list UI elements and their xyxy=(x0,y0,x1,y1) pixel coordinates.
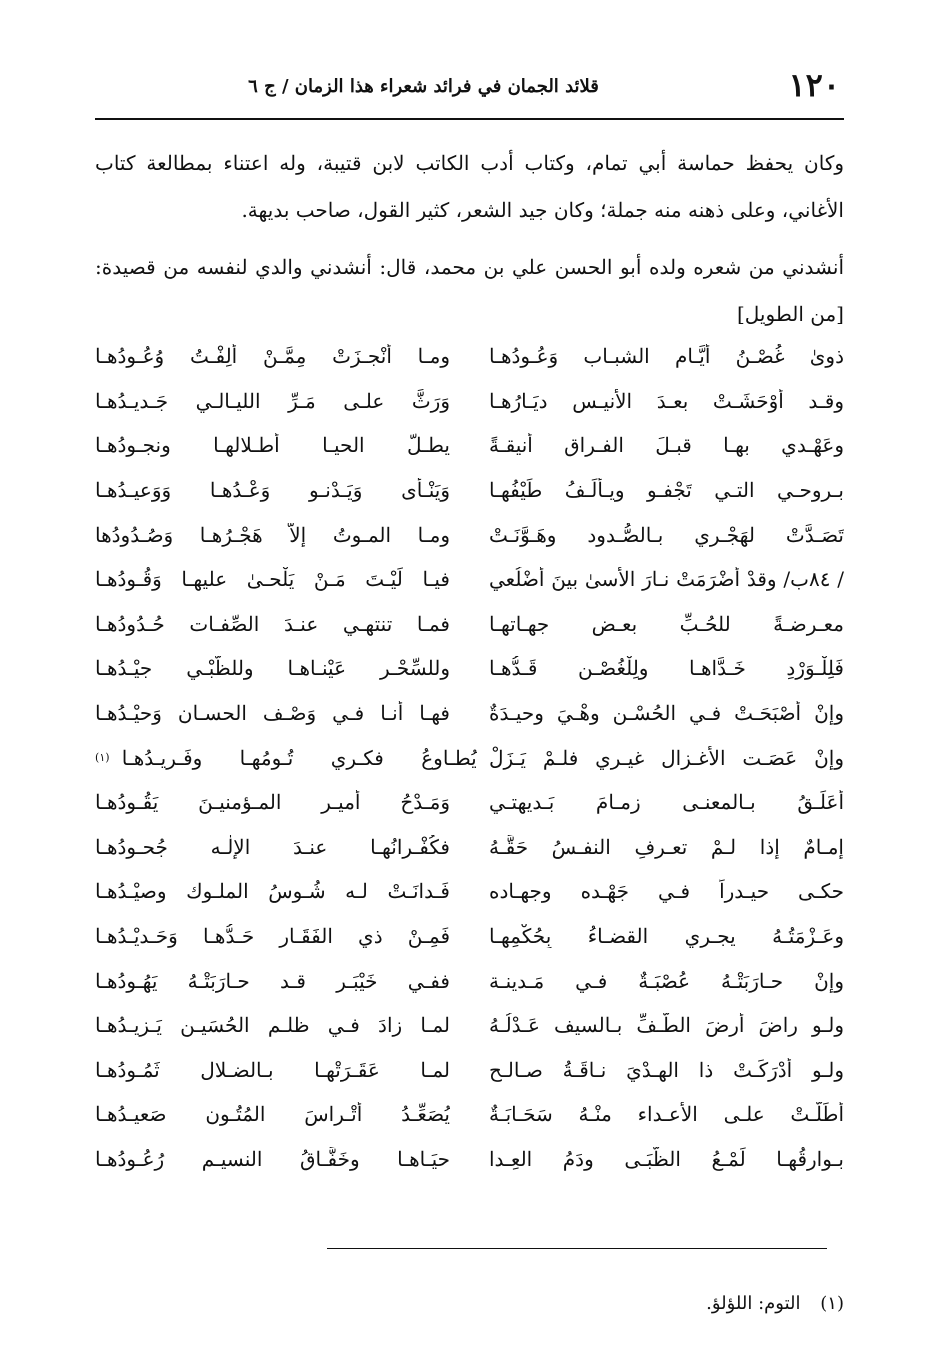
verse-first-hemistich: بـروحـي التـي تَجْفـو ويـأْلَـفُ طَيْفُهـا xyxy=(489,478,844,503)
page-header xyxy=(95,64,842,116)
verse-line xyxy=(95,334,844,379)
verse-line xyxy=(95,646,844,691)
verse-line xyxy=(95,379,844,424)
verse-first-hemistich: فَلِلْـوَرْدِ خَـدَّاهـا ولِلْغُصْـنِ قَـدُّهـا xyxy=(489,656,844,681)
verse-first-hemistich: ولـو أَدْرَكَـتْ ذا الهـدْيَ نـاقَـةُ صـالـحٍ xyxy=(489,1057,844,1082)
verse-second-hemistich: فهـا أنـا فـي وَصْـف الحسـان وَحيْـدُهـا xyxy=(95,701,450,726)
verse-second-hemistich: يُطـاوعُ فكـري تُـومُهـا وفَـريـدُهـا xyxy=(121,745,477,770)
verse-first-hemistich: ولـو راضَ أرضَ الطَّـفِّ بـالسيف عَـدْلُـهُ xyxy=(489,1013,844,1038)
verse-second-hemistich: لمـا عَقَـرَتْهـا بـالضـلال ثَمُـودُهـا xyxy=(95,1057,450,1082)
verse-second-hemistich: حيَـاهـا وخَفَّـاقُ النسيـمِ رُعُـودُهـا xyxy=(95,1146,450,1171)
verse-second-hemistich: فمـا تنتهـي عنـدَ الصِّفـات حُـدُودُهـا xyxy=(95,611,450,636)
verse-first-hemistich: حكـى حيـدراً فـي جَهْـده وجهـاده xyxy=(489,879,844,904)
footnote-divider xyxy=(327,1248,827,1249)
verse-second-hemistich: ومـا المـوتُ إلاَّ هَجْـرُهـا وَصُـدُودُها xyxy=(95,522,450,547)
verse-first-hemistich: معـرضـةً للحُـبِّ بعـض جهـاتهـا xyxy=(489,611,844,636)
page-number: ١٢٠ xyxy=(788,66,840,104)
verse-first-hemistich: أَطَلَّـتْ علـى الأعـداء منْـهُ سَحَـابَـةٌ xyxy=(489,1102,844,1127)
verse-line xyxy=(95,423,844,468)
verse-line xyxy=(95,691,844,736)
verse-second-hemistich: فيـا لَيْـتَ مَـنْ يَلْحـىٰ عليهـا وَقُـودُهـا xyxy=(95,567,450,592)
verse-second-hemistich: وللسِّحْـر عَيْنـاهـا وللظَّبْـي جيْـدُهـا xyxy=(95,656,450,681)
verse-second-hemistich: يطـلّ الحيـا أطـلالهـا ونجـودُهـا xyxy=(95,433,450,458)
verse-first-hemistich: وعَـزْمَتُـهُ يجـري القضـاءُ بِحُكْمِهـا xyxy=(489,924,844,949)
verse-first-hemistich: إمـامٌ إذا لـمْ تعـرفِ النفـسُ حَقَّـهُ xyxy=(489,834,844,859)
verse-line xyxy=(95,1048,844,1093)
verse-line xyxy=(95,958,844,1003)
verse-first-hemistich: / ٨٤ب/ وقدْ أَضْرَمَتْ نـارَ الأسىٰ بينَ أَضْلُعي xyxy=(489,567,844,592)
verse-first-hemistich: وقـد أَوْحَشَـتْ بعـدَ الأَنيـس ديَـارُهـا xyxy=(489,388,844,413)
verse-second-hemistich: فكُفْـرانُهـا عنـدَ الإلٰـه جُحـودُهـا xyxy=(95,834,450,859)
verse-line xyxy=(95,557,844,602)
verse-first-hemistich: وإنْ حـارَبَتْـهُ عُصْبَـةٌ فـي مَـدينـة xyxy=(489,968,844,993)
verse-first-hemistich: أُعَلِّـقُ بـالمعنـى زمـامَ بَـديهتـي xyxy=(489,790,844,815)
verse-first-hemistich: تَصَـدَّتْ لهَجْـري بـالصُّـدود وهَـوَّنَـتْ xyxy=(489,522,844,547)
verse-line xyxy=(95,512,844,557)
verse-line xyxy=(95,1092,844,1137)
verse-first-hemistich: ذوىٰ غُصْـنُ أيَّـام الشبـاب وَعُـودُهـا xyxy=(489,344,844,369)
footnote-marker: (١) xyxy=(95,751,110,765)
verse-first-hemistich: وعَهْـدي بهـا قبـلَ الفـراق أنيقـةً xyxy=(489,433,844,458)
verse-second-hemistich: ففـي خَيْبَـر قـد حـارَبَتْـهُ يَهُـودُهـا xyxy=(95,968,450,993)
verse-second-hemistich: وَمَـدْحُ أميـرِ المـؤمنيـنَ يَقُـودُهـا xyxy=(95,790,450,815)
verse-line xyxy=(95,1137,844,1182)
verse-line xyxy=(95,780,844,825)
intro-paragraph: وكان يحفظ حماسة أبي تمام، وكتاب أدب الكاتب لابن قتيبة، وله اعتناء بمطالعة كتاب الأغاني، وعلى ذهنه منه جملة؛ وكان جيد الشعر، كثير القول، صاحب بديهة. xyxy=(95,151,844,222)
verse-line xyxy=(95,914,844,959)
verse-second-hemistich: لمـا زادَ فـي ظلـم الحُسَيـن يَـزيـدُهـا xyxy=(95,1013,450,1038)
verse-second-hemistich: وَرَثَّ علـى مَـرِّ الليـالـي جَـديـدُهـا xyxy=(95,388,450,413)
poem xyxy=(95,334,844,1181)
footnote-text: التوم: اللؤلؤ. xyxy=(706,1293,801,1314)
verse-line xyxy=(95,869,844,914)
verse-first-hemistich: بـوارقُهـا لَمْـعُ الظُّبَـى ودَمُ العِـدا xyxy=(489,1146,844,1171)
verse-first-hemistich: وإنْ أَصْبَحَـتْ فـي الحُسْـن وهْـيَ وحيـدَةٌ xyxy=(489,701,844,726)
verse-second-hemistich: وَيَنْـأى وَيَـدْنـو وَعْـدُهـا وَوَعيـدُهـا xyxy=(95,478,450,503)
attribution-paragraph xyxy=(95,244,844,338)
verse-line xyxy=(95,735,844,780)
verse-line xyxy=(95,602,844,647)
verse-second-hemistich: ومـا أَنْجـزَتْ مِمَّـنْ أَلِفْـتُ وُعُـودُهـا xyxy=(95,344,450,369)
header-divider xyxy=(95,118,844,120)
verse-line xyxy=(95,825,844,870)
attribution-text: أنشدني من شعره ولده أبو الحسن علي بن محمد، قال: أنشدني والدي لنفسه من قصيدة: xyxy=(95,255,844,279)
verse-second-hemistich: فَمِـنْ ذي الفَقَـار حَـدُّهـا وَحَـديْـدُهـا xyxy=(95,924,450,949)
verse-line xyxy=(95,1003,844,1048)
footnote-number: (١) xyxy=(820,1293,844,1314)
verse-second-hemistich: فَـدانَـتْ لـه شُـوسُ الملـوك وصيْـدُهـا xyxy=(95,879,450,904)
verse-first-hemistich: وإنْ عَصَـت الأغـزال غيـري فلـمْ يَـزَلْ xyxy=(489,745,844,770)
running-title: قلائد الجمان في فرائد شعراء هذا الزمان / ج ٦ xyxy=(248,76,599,97)
footnote xyxy=(706,1293,844,1314)
verse-line xyxy=(95,468,844,513)
verse-second-hemistich: يُصَعِّـدُ أَتْـراسَ المُتُـون صَعيـدُهـا xyxy=(95,1102,450,1127)
meter-label: [من الطويل] xyxy=(736,302,844,326)
